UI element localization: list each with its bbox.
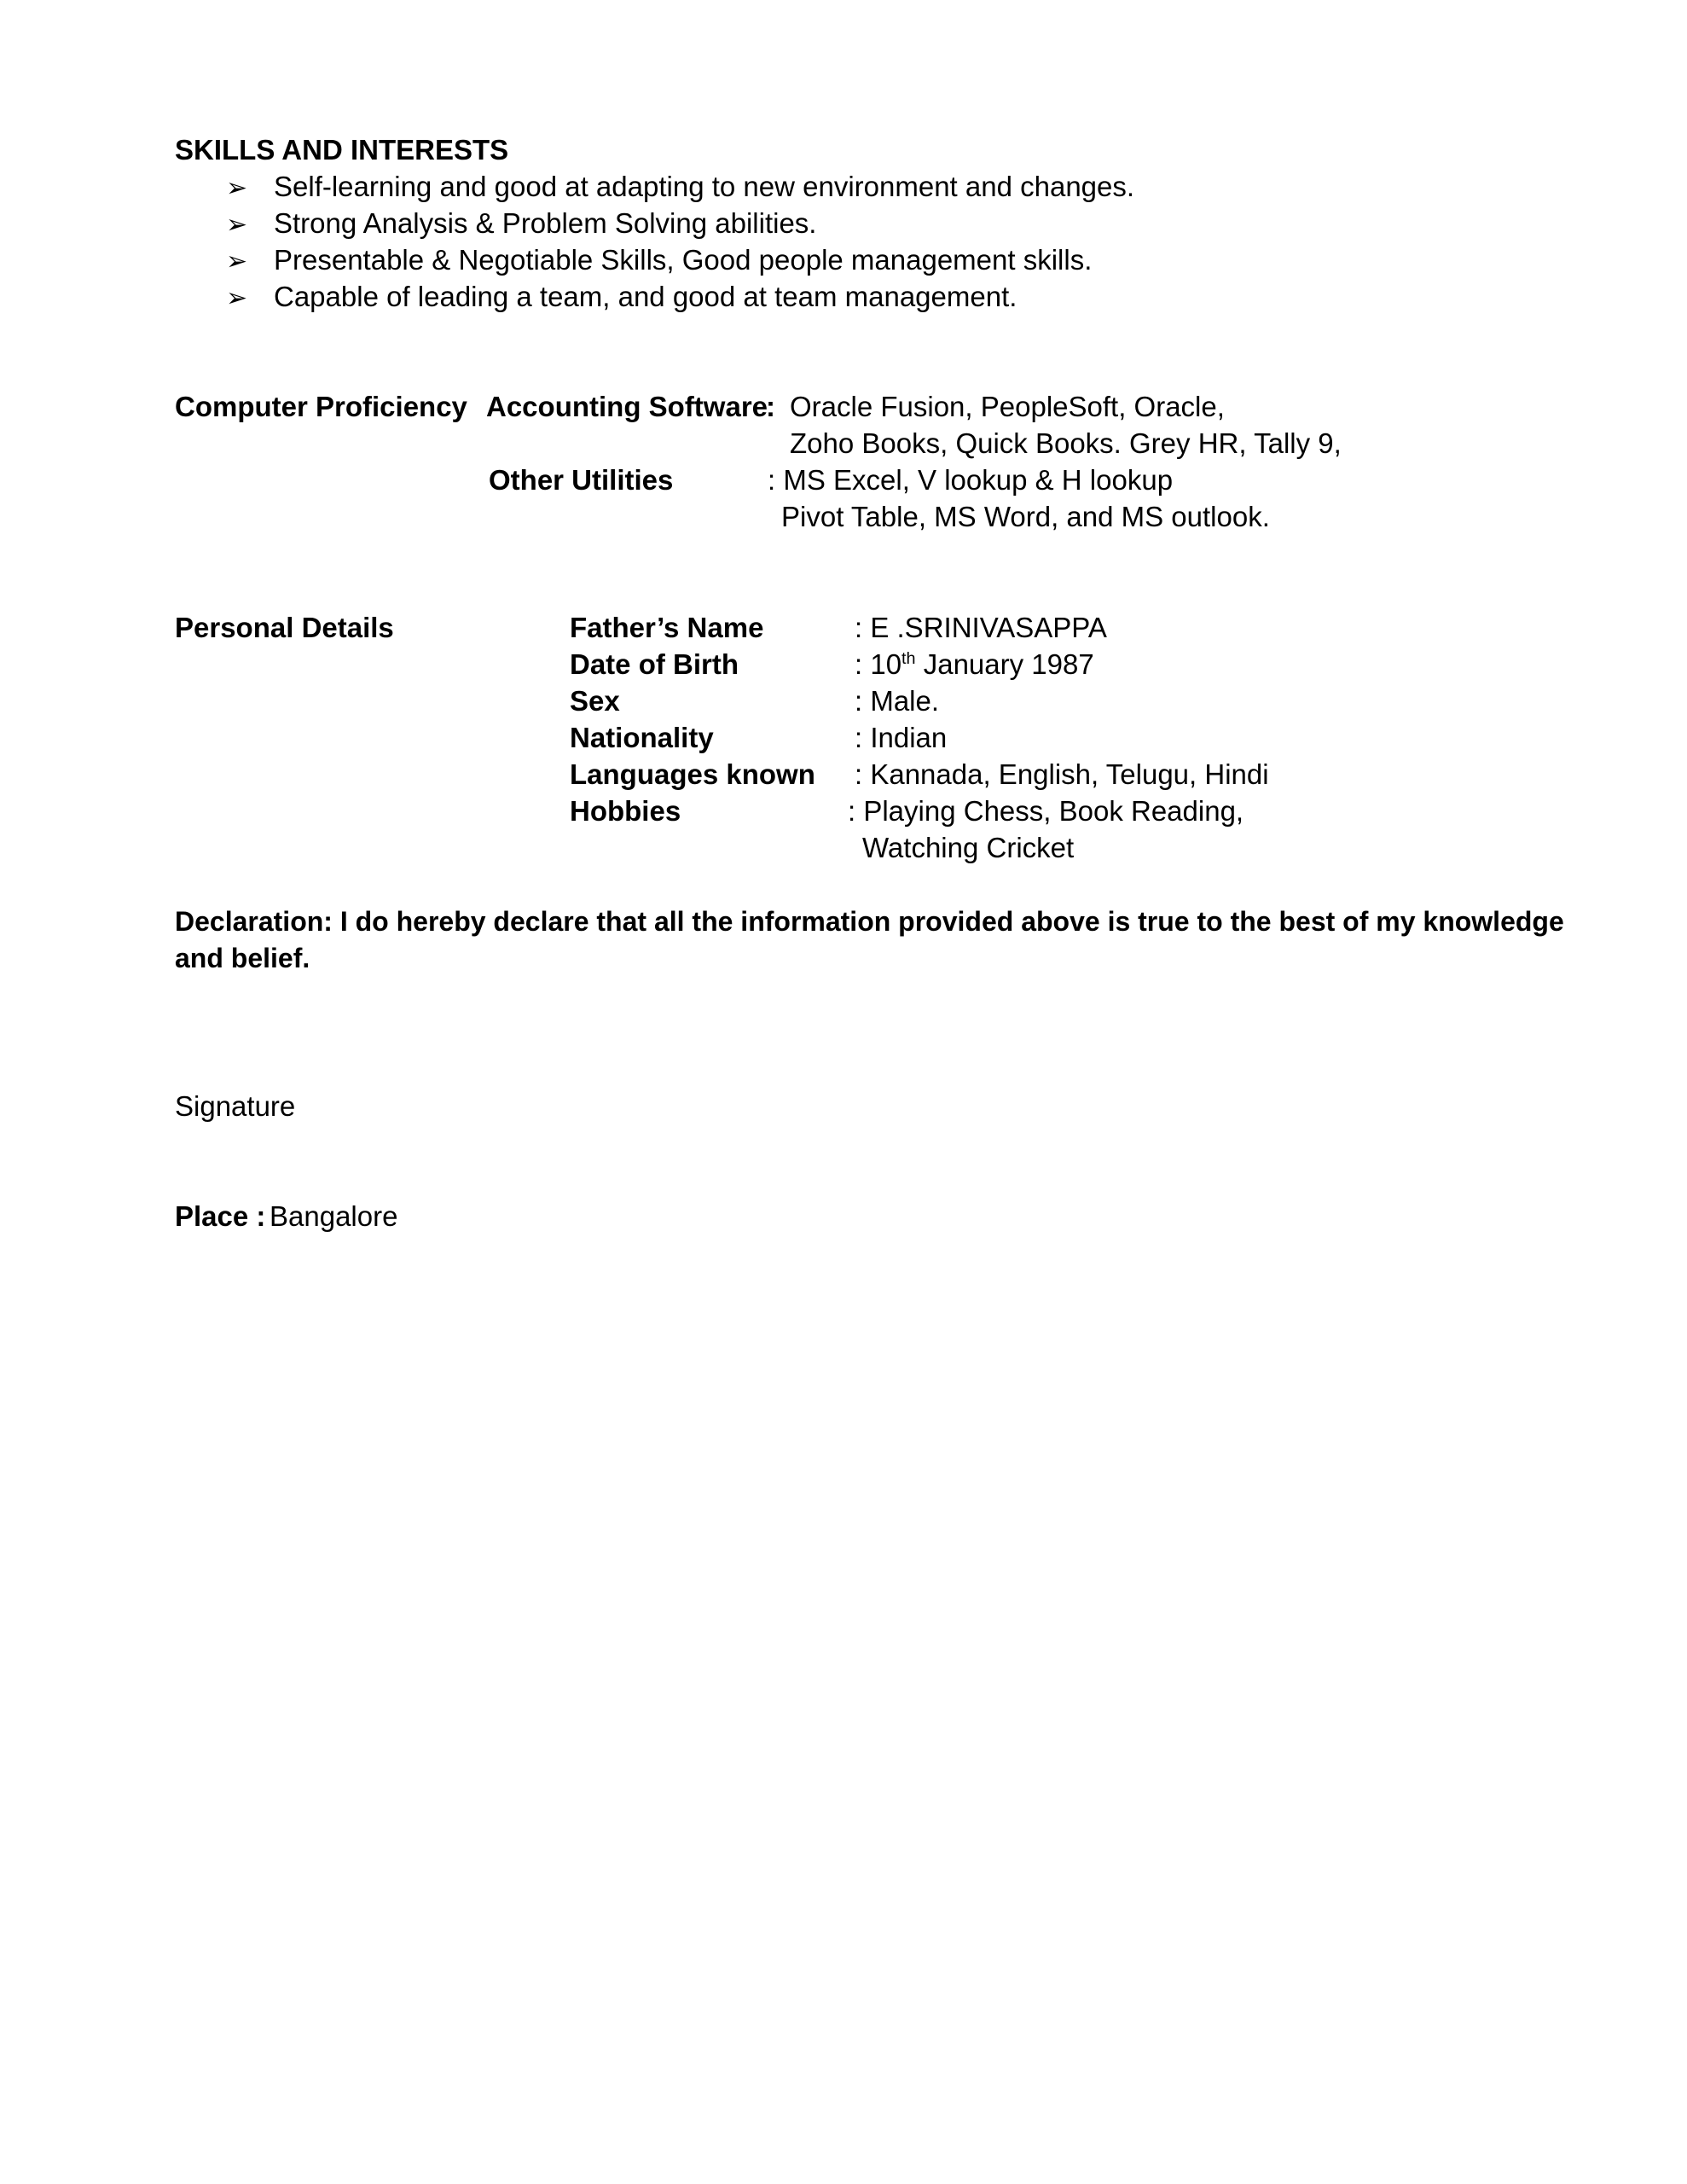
- accounting-software-label: Accounting Software: [486, 391, 768, 422]
- accounting-software-colon: :: [766, 391, 775, 422]
- dob-month-year: January 1987: [915, 648, 1094, 680]
- skill-item-text: Presentable & Negotiable Skills, Good people management skills.: [274, 244, 1093, 276]
- accounting-software-value: Oracle Fusion, PeopleSoft, Oracle,: [790, 391, 1225, 422]
- accounting-software-value-cont: Zoho Books, Quick Books. Grey HR, Tally 9,: [790, 427, 1342, 459]
- nationality-label: Nationality: [570, 722, 714, 753]
- fathers-name-label: Father’s Name: [570, 612, 764, 643]
- skill-item: [226, 206, 817, 241]
- fathers-name-value: : E .SRINIVASAPPA: [855, 612, 1107, 643]
- sex-label: Sex: [570, 685, 620, 717]
- skill-item: [226, 280, 1017, 314]
- place-value: Bangalore: [270, 1200, 398, 1232]
- languages-value: : Kannada, English, Telugu, Hindi: [855, 758, 1269, 790]
- other-utilities-value: : MS Excel, V lookup & H lookup: [768, 464, 1174, 496]
- signature-label: Signature: [175, 1090, 296, 1122]
- dob-label: Date of Birth: [570, 648, 739, 680]
- hobbies-label: Hobbies: [570, 795, 681, 827]
- arrow-bullet-icon: ➢: [226, 247, 248, 276]
- dob-value: [855, 648, 1094, 682]
- languages-label: Languages known: [570, 758, 815, 790]
- dob-ordinal: th: [901, 649, 916, 668]
- arrow-bullet-icon: ➢: [226, 211, 248, 239]
- other-utilities-value-cont: Pivot Table, MS Word, and MS outlook.: [781, 501, 1270, 532]
- skill-item: [226, 170, 1135, 204]
- sex-value: : Male.: [855, 685, 940, 717]
- computer-proficiency-heading: Computer Proficiency: [175, 391, 467, 422]
- arrow-bullet-icon: ➢: [226, 284, 248, 312]
- nationality-value: : Indian: [855, 722, 948, 753]
- dob-day: : 10: [855, 648, 902, 680]
- other-utilities-label: Other Utilities: [489, 464, 674, 496]
- declaration-text: Declaration: I do hereby declare that all the information provided above is true to the best of my knowledge: [175, 906, 1564, 937]
- skill-item-text: Strong Analysis & Problem Solving abilities.: [274, 207, 817, 239]
- skill-item: [226, 243, 1093, 277]
- place-label: Place :: [175, 1200, 266, 1232]
- skill-item-text: Self-learning and good at adapting to new environment and changes.: [274, 171, 1135, 202]
- hobbies-value-cont: Watching Cricket: [862, 832, 1075, 863]
- declaration-text-cont: and belief.: [175, 943, 310, 973]
- skills-heading: SKILLS AND INTERESTS: [175, 134, 509, 166]
- hobbies-value: : Playing Chess, Book Reading,: [848, 795, 1244, 827]
- personal-details-heading: Personal Details: [175, 612, 394, 643]
- arrow-bullet-icon: ➢: [226, 174, 248, 202]
- skill-item-text: Capable of leading a team, and good at team management.: [274, 281, 1017, 312]
